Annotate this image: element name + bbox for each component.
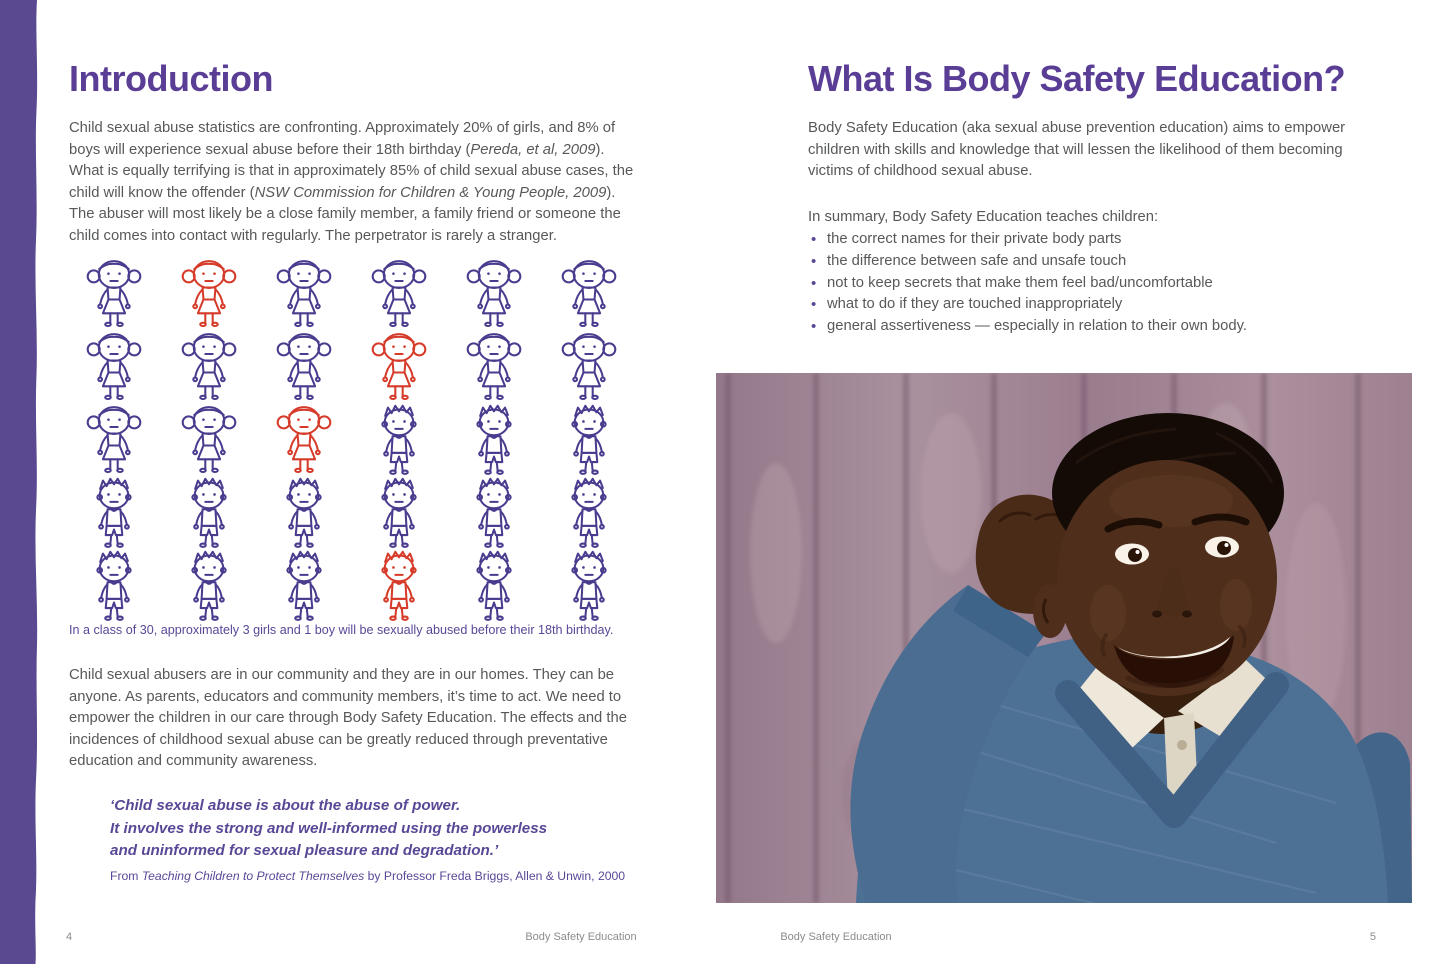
figure-boy [178,549,240,621]
community-paragraph: Child sexual abusers are in our community and they are in our homes. They can be anyone. As parents, educators and community members, it’s time to act. We need to empower the children in our care through Body Safety Education. The effects and the incidences of childhood sexual abuse can be greatly reduced through preventative education and community awareness. [69,667,627,770]
figure-girl [178,403,240,475]
figure-girl [558,330,620,402]
figure-girl [463,257,525,329]
figure-boy [368,403,430,475]
figure-girl-highlighted [178,257,240,329]
figure-girl [83,330,145,402]
quote-block [110,795,670,863]
figure-girl [463,330,525,402]
quote-line: ‘Child sexual abuse is about the abuse of power. [110,797,461,814]
quote-line: and uninformed for sexual pleasure and degradation.’ [110,842,499,859]
figure-boy [463,403,525,475]
figure-boy [83,549,145,621]
figure-boy [558,403,620,475]
bullet-item: • the correct names for their private body parts [808,229,1376,251]
bullet-item: • what to do if they are touched inappropriately [808,294,1376,316]
quote-line: It involves the strong and well-informed using the powerless [110,819,548,837]
figure-grid [66,256,636,621]
quote-attribution: From Teaching Children to Protect Themselves by Professor Freda Briggs, Allen & Unwin, 2000 [110,869,626,883]
footer-left: Body Safety Education [525,931,637,943]
figure-girl [368,257,430,329]
figure-boy [368,476,430,548]
figure-girl-highlighted [368,330,430,402]
intro-title: Introduction [69,58,273,99]
page-number-right: 5 [1369,931,1376,943]
figure-boy [558,549,620,621]
figure-girl [273,330,335,402]
intro-paragraph: Child sexual abuse statistics are confronting. Approximately 20% of girls, and 8% of boys will experience sexual abuse before their 18th birthday (Pereda, et al, 2009). What is equally terrifying is that in approximately 85% of child sexual abuse cases, the child will know the offender (NSW Commission for Children & Young People, 2009). The abuser will most likely be a close family member, a family friend or someone the child comes into contact with regularly. The perpetrator is rarely a stranger. [69,120,634,244]
figure-caption: In a class of 30, approximately 3 girls and 1 boy will be sexually abused before their 18th birthday. [69,623,614,637]
bse-title: What Is Body Safety Education? [808,58,1346,99]
figure-girl [558,257,620,329]
spine-stripe-shape [0,0,46,964]
spine-stripe [0,0,46,964]
figure-girl [273,257,335,329]
figure-boy [558,476,620,548]
figure-girl [178,330,240,402]
figure-boy [83,476,145,548]
bullet-item: • the difference between safe and unsafe touch [808,251,1376,273]
footer-right: Body Safety Education [780,931,892,943]
figure-girl [83,257,145,329]
bse-bullet-list [808,229,1376,338]
page-number-left: 4 [66,931,73,943]
figure-boy-highlighted [368,549,430,621]
figure-boy [463,549,525,621]
bse-paragraph: Body Safety Education (aka sexual abuse prevention education) aims to empower children with skills and knowledge that will lessen the likelihood of them becoming victims of childhood sexual abuse. [808,120,1346,180]
figure-boy [178,476,240,548]
bullet-item: • not to keep secrets that make them feel bad/uncomfortable [808,273,1376,295]
figure-boy [273,549,335,621]
figure-boy [463,476,525,548]
boy-photo [716,373,1412,903]
figure-girl [83,403,145,475]
bullet-item: • general assertiveness — especially in relation to their own body. [808,316,1376,338]
figure-boy [273,476,335,548]
figure-girl-highlighted [273,403,335,475]
boy-photo-illustration [716,373,1412,903]
list-intro: In summary, Body Safety Education teaches children: [808,209,1159,225]
